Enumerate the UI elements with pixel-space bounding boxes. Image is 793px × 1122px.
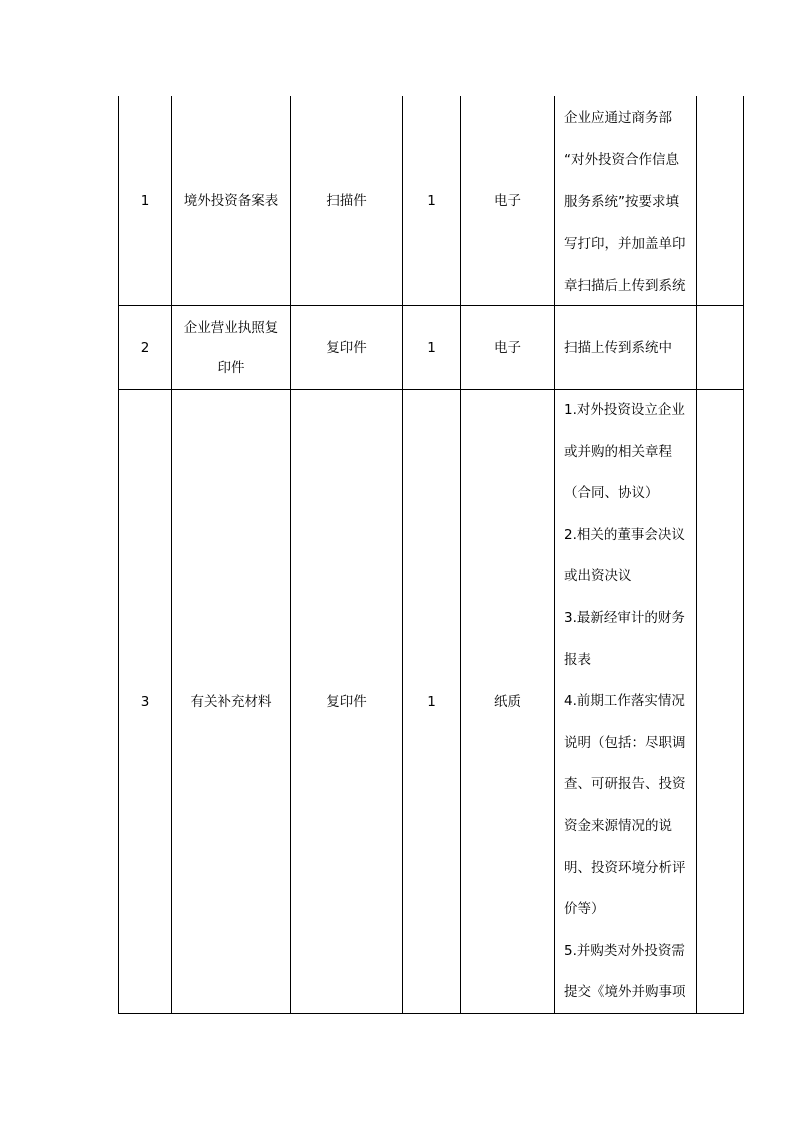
remarks-line: 价等）	[564, 901, 605, 918]
remarks-line: 4.前期工作落实情况	[564, 693, 685, 710]
material-count: 1	[427, 339, 436, 356]
remarks-line: 查、可研报告、投资	[564, 776, 686, 793]
remarks-line: 提交《境外并购事项	[564, 984, 686, 1001]
table-border-right	[743, 96, 744, 1014]
material-form: 复印件	[326, 693, 367, 710]
remarks-line: 明、投资环境分析评	[564, 859, 686, 876]
remarks-line: “对外投资合作信息	[564, 152, 679, 168]
remarks-line: 资金来源情况的说	[564, 817, 672, 834]
material-count: 1	[427, 192, 436, 209]
material-form: 扫描件	[326, 192, 367, 209]
remarks-line: 1.对外投资设立企业	[564, 402, 685, 418]
remarks-line: 企业应通过商务部	[564, 110, 672, 126]
remarks-line: 服务系统”按要求填	[564, 194, 679, 210]
remarks-line: 或并购的相关章程	[564, 443, 672, 460]
material-name-line: 企业营业执照复	[183, 319, 279, 336]
remarks-line: 3.最新经审计的财务	[564, 609, 685, 626]
material-medium: 电子	[494, 192, 521, 209]
material-medium: 电子	[494, 339, 521, 356]
remarks-line: 写打印，并加盖单印	[564, 236, 686, 252]
remarks-line: 说明（包括：尽职调	[564, 734, 686, 751]
extra-cell	[697, 390, 743, 1013]
row-index: 1	[140, 192, 150, 209]
extra-cell	[697, 96, 743, 305]
material-name-lines	[184, 308, 279, 388]
remarks-line: 5.并购类对外投资需	[564, 942, 685, 959]
material-count: 1	[427, 693, 436, 710]
material-name-line: 印件	[217, 359, 245, 376]
remarks-line: 报表	[564, 651, 591, 668]
materials-table	[118, 96, 744, 1014]
remarks-line: 2.相关的董事会决议	[564, 526, 685, 543]
material-name: 境外投资备案表	[183, 192, 279, 209]
material-form: 复印件	[326, 339, 367, 356]
material-remarks	[555, 390, 696, 1013]
material-medium: 纸质	[494, 693, 521, 710]
remarks-line: 章扫描后上传到系统	[564, 278, 686, 294]
row-index: 3	[140, 693, 150, 710]
remarks-line: （合同、协议）	[564, 485, 659, 502]
row-index: 2	[140, 339, 150, 356]
material-name	[172, 306, 290, 389]
remarks-line: 或出资决议	[564, 568, 632, 585]
material-remarks	[555, 306, 696, 389]
material-remarks	[555, 96, 696, 305]
extra-cell	[697, 306, 743, 389]
material-name: 有关补充材料	[190, 693, 272, 710]
remarks-line: 扫描上传到系统中	[564, 339, 672, 356]
